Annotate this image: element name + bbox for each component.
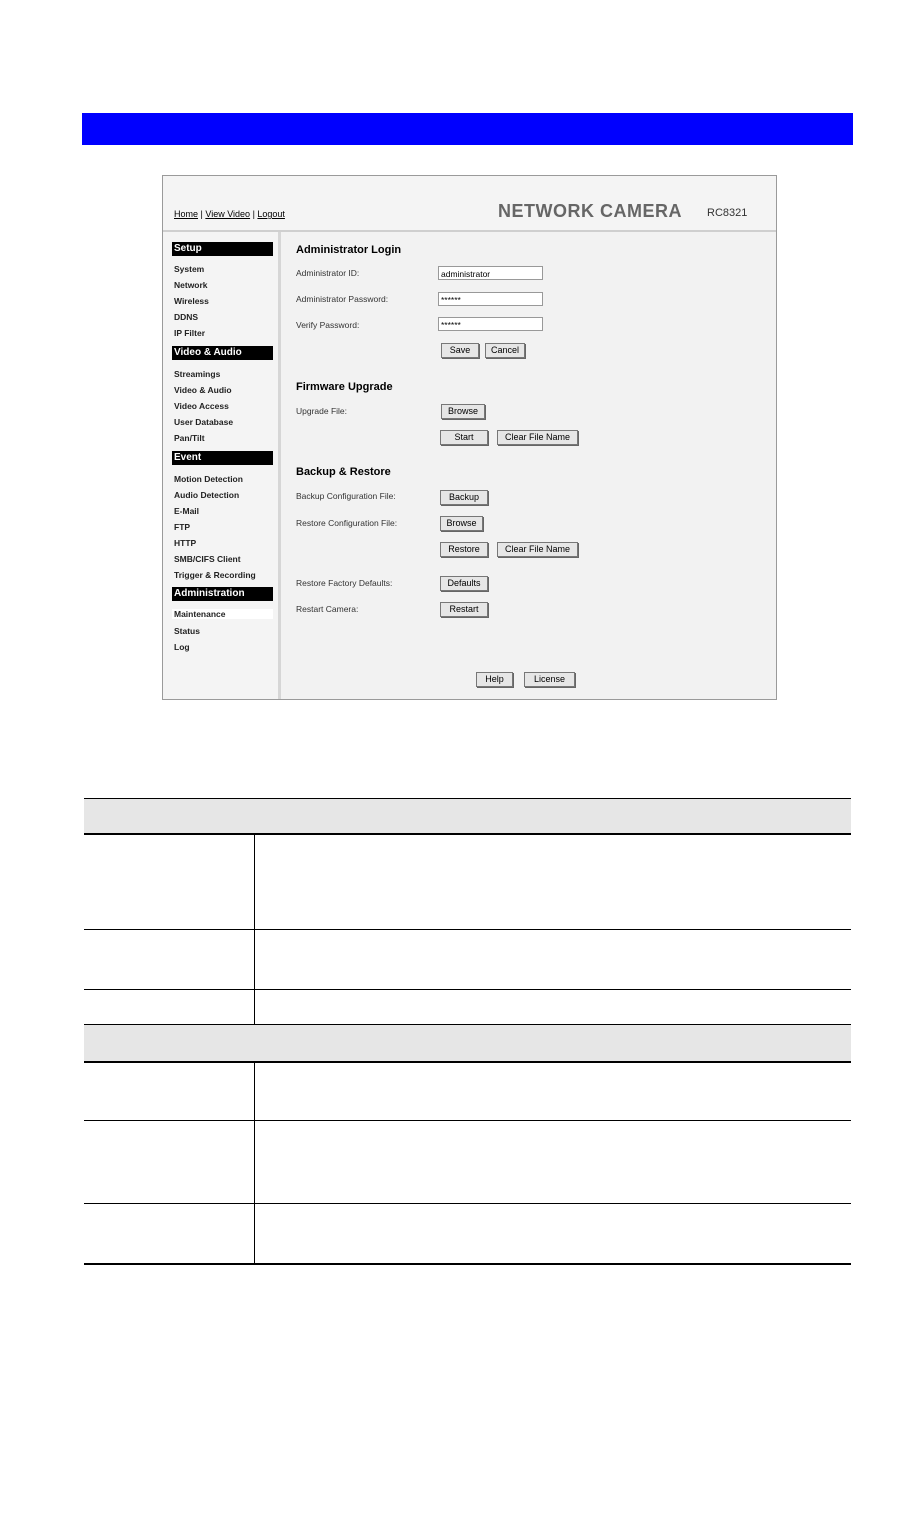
factory-defaults-label: Restore Factory Defaults:: [296, 578, 393, 588]
sidebar-item-user-database[interactable]: User Database: [174, 417, 234, 427]
sidebar-item-motion-detection[interactable]: Motion Detection: [174, 474, 243, 484]
restart-button[interactable]: Restart: [440, 602, 488, 617]
admin-id-input[interactable]: administrator: [438, 266, 543, 280]
maintenance-panel: [281, 232, 776, 699]
sidebar-item-trigger-recording[interactable]: Trigger & Recording: [174, 570, 256, 580]
brand-title: NETWORK CAMERA: [498, 201, 682, 221]
sidebar-item-video-audio[interactable]: Video & Audio: [174, 385, 232, 395]
section-title-bar: [82, 113, 853, 145]
restore-config-label: Restore Configuration File:: [296, 518, 398, 528]
sidebar-item-smb-cifs-client[interactable]: SMB/CIFS Client: [174, 554, 241, 564]
backup-config-label: Backup Configuration File:: [296, 491, 396, 501]
defaults-button[interactable]: Defaults: [440, 576, 488, 591]
home-link[interactable]: Home: [174, 209, 199, 219]
description-table: [84, 798, 851, 1265]
cancel-button[interactable]: Cancel: [485, 343, 525, 358]
admin-password-label: Administrator Password:: [296, 294, 389, 304]
sidebar-item-audio-detection[interactable]: Audio Detection: [174, 490, 240, 500]
admin-id-label: Administrator ID:: [296, 268, 360, 278]
admin-password-input[interactable]: ******: [438, 292, 543, 306]
sidebar: [163, 232, 281, 699]
sidebar-item-status[interactable]: Status: [174, 626, 200, 636]
firmware-clear-file-button[interactable]: Clear File Name: [497, 430, 578, 445]
sidebar-item-maintenance[interactable]: Maintenance: [172, 609, 273, 619]
firmware-upgrade-heading: Firmware Upgrade: [296, 381, 393, 393]
backup-button[interactable]: Backup: [440, 490, 488, 505]
start-button[interactable]: Start: [440, 430, 488, 445]
sidebar-item-video-access[interactable]: Video Access: [174, 401, 229, 411]
backup-restore-heading: Backup & Restore: [296, 466, 391, 478]
sidebar-section-administration: Administration: [172, 587, 273, 601]
sidebar-item-pan-tilt[interactable]: Pan/Tilt: [174, 433, 205, 443]
view-video-link[interactable]: View Video: [205, 209, 251, 219]
sidebar-item-wireless[interactable]: Wireless: [174, 296, 209, 306]
save-button[interactable]: Save: [441, 343, 479, 358]
sidebar-item-ddns[interactable]: DDNS: [174, 312, 199, 322]
sidebar-section-event: Event: [172, 451, 273, 465]
verify-password-input[interactable]: ******: [438, 317, 543, 331]
top-nav: Home | View Video | Logout: [174, 209, 285, 219]
camera-header: [163, 176, 776, 232]
sidebar-item-ip-filter[interactable]: IP Filter: [174, 328, 206, 338]
logout-link[interactable]: Logout: [257, 209, 285, 219]
restart-camera-label: Restart Camera:: [296, 604, 359, 614]
table-section-header: [84, 798, 851, 834]
sidebar-item-http[interactable]: HTTP: [174, 538, 197, 548]
camera-admin-screenshot: [162, 175, 777, 700]
upgrade-file-label: Upgrade File:: [296, 406, 348, 416]
sidebar-item-log[interactable]: Log: [174, 642, 190, 652]
sidebar-item-system[interactable]: System: [174, 264, 205, 274]
sidebar-item-ftp[interactable]: FTP: [174, 522, 191, 532]
sidebar-item-network[interactable]: Network: [174, 280, 208, 290]
sidebar-item-streamings[interactable]: Streamings: [174, 369, 221, 379]
verify-password-label: Verify Password:: [296, 320, 360, 330]
restore-button[interactable]: Restore: [440, 542, 488, 557]
sidebar-item-email[interactable]: E-Mail: [174, 506, 200, 516]
help-button[interactable]: Help: [476, 672, 513, 687]
admin-login-heading: Administrator Login: [296, 244, 402, 256]
restore-browse-button[interactable]: Browse: [440, 516, 483, 531]
firmware-browse-button[interactable]: Browse: [441, 404, 485, 419]
license-button[interactable]: License: [524, 672, 575, 687]
sidebar-section-setup: Setup: [172, 242, 273, 256]
sidebar-section-video-audio: Video & Audio: [172, 346, 273, 360]
restore-clear-file-button[interactable]: Clear File Name: [497, 542, 578, 557]
table-section-header: [84, 1025, 851, 1061]
model-number: RC8321: [707, 207, 748, 219]
